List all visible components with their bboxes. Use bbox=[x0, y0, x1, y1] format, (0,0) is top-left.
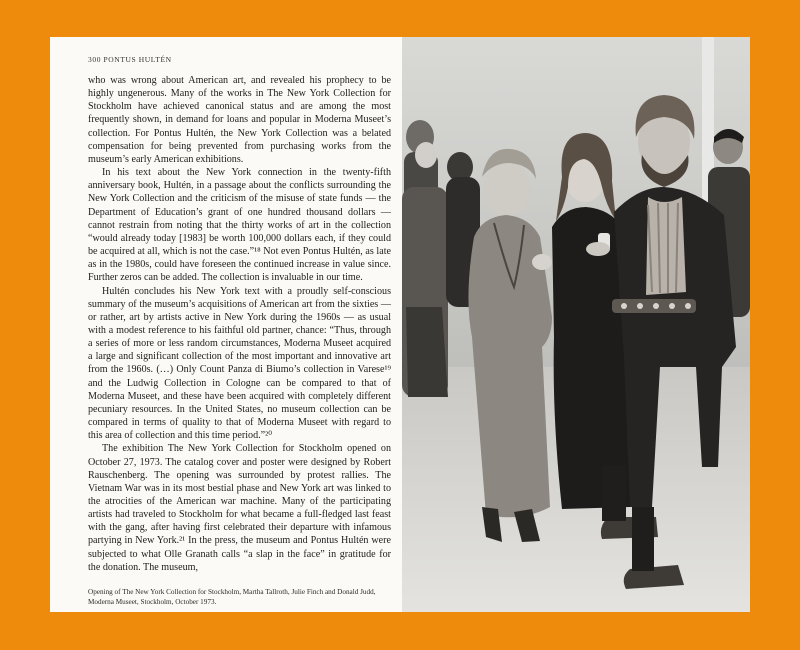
running-head: 300 PONTUS HULTÉN bbox=[88, 55, 172, 64]
paragraph-4: The exhibition The New York Collection for Stockholm opened on October 27, 1973. The catalog cover and poster were designed by Robert Rauschenberg. The opening was surrounded by protest rallies. The Vietnam War was in its most bestial phase and New York art was linked to the atrocities of the American war machine. Many of the participating artists had traveled to Stockholm for what became a full-fledged last feast with the gang, after having first celebrated their departure with infamous partying in New York.²¹ In the press, the museum and Pontus Hultén were subjected to what Olle Granath calls “a slap in the face” in gratitude for the donation. The museum, bbox=[88, 443, 391, 573]
event-photograph bbox=[402, 37, 750, 612]
body-text bbox=[88, 74, 391, 574]
woman-left-head bbox=[484, 161, 530, 217]
paragraph-2: In his text about the New York connection in the twenty-fifth anniversary book, Hultén, in a passage about the conflicts surrounding the New York Collection and the criticism of the misuse of state funds — the Department of Education’s grant of one hundred thousand dollars — cannot restrain from noting that the thirty works of art in the collection “would already today [1983] be worth 100,000 dollars each, if they could be acquired at all, which is not the case.”¹⁸ Not even Pontus Hultén, as late as in the 1980s, could have foreseen the continued increase in value since. Further zeros can be added. The collection is invaluable in our time. bbox=[88, 167, 391, 284]
right-page bbox=[402, 37, 750, 612]
paragraph-1: who was wrong about American art, and revealed his prophecy to be highly ungenerous. Many of the works in The New York Collection for Stockholm have achieved canonical status and are among the most frequently shown, in demand for loans and popular in Moderna Museet’s collection. For Pontus Hultén, the New York Collection was a belated compensation for being prevented from purchasing works from the museum’s early American exhibitions. bbox=[88, 75, 391, 165]
left-page bbox=[50, 37, 402, 612]
photo-caption: Opening of The New York Collection for Stockholm, Martha Tallroth, Julie Finch and Donald Judd, Moderna Museet, Stockholm, October 1973. bbox=[88, 588, 376, 606]
book-spread bbox=[50, 37, 750, 612]
paragraph-3: Hultén concludes his New York text with a proudly self-conscious summary of the museum’s acquisitions of American art from the sixties — or rather, art by artists active in New York during the 1960s — as usual with a modest reference to his faithful old partner, chance: “Thus, through a series of more or less random circumstances, Moderna Museet acquired a large and significant collection of the most important and innovative art from the 1960s. (…) Only Count Panza di Biumo’s collection in Varese¹⁹ and the Ludwig Collection in Cologne can be compared to that of Moderna Museet, and these have been acquired with completely different pecuniary resources. In the United States, no museum collection can be compared in terms of quality to that of Moderna Museet with regard to this area of collection and this time period.”²⁰ bbox=[88, 285, 391, 442]
